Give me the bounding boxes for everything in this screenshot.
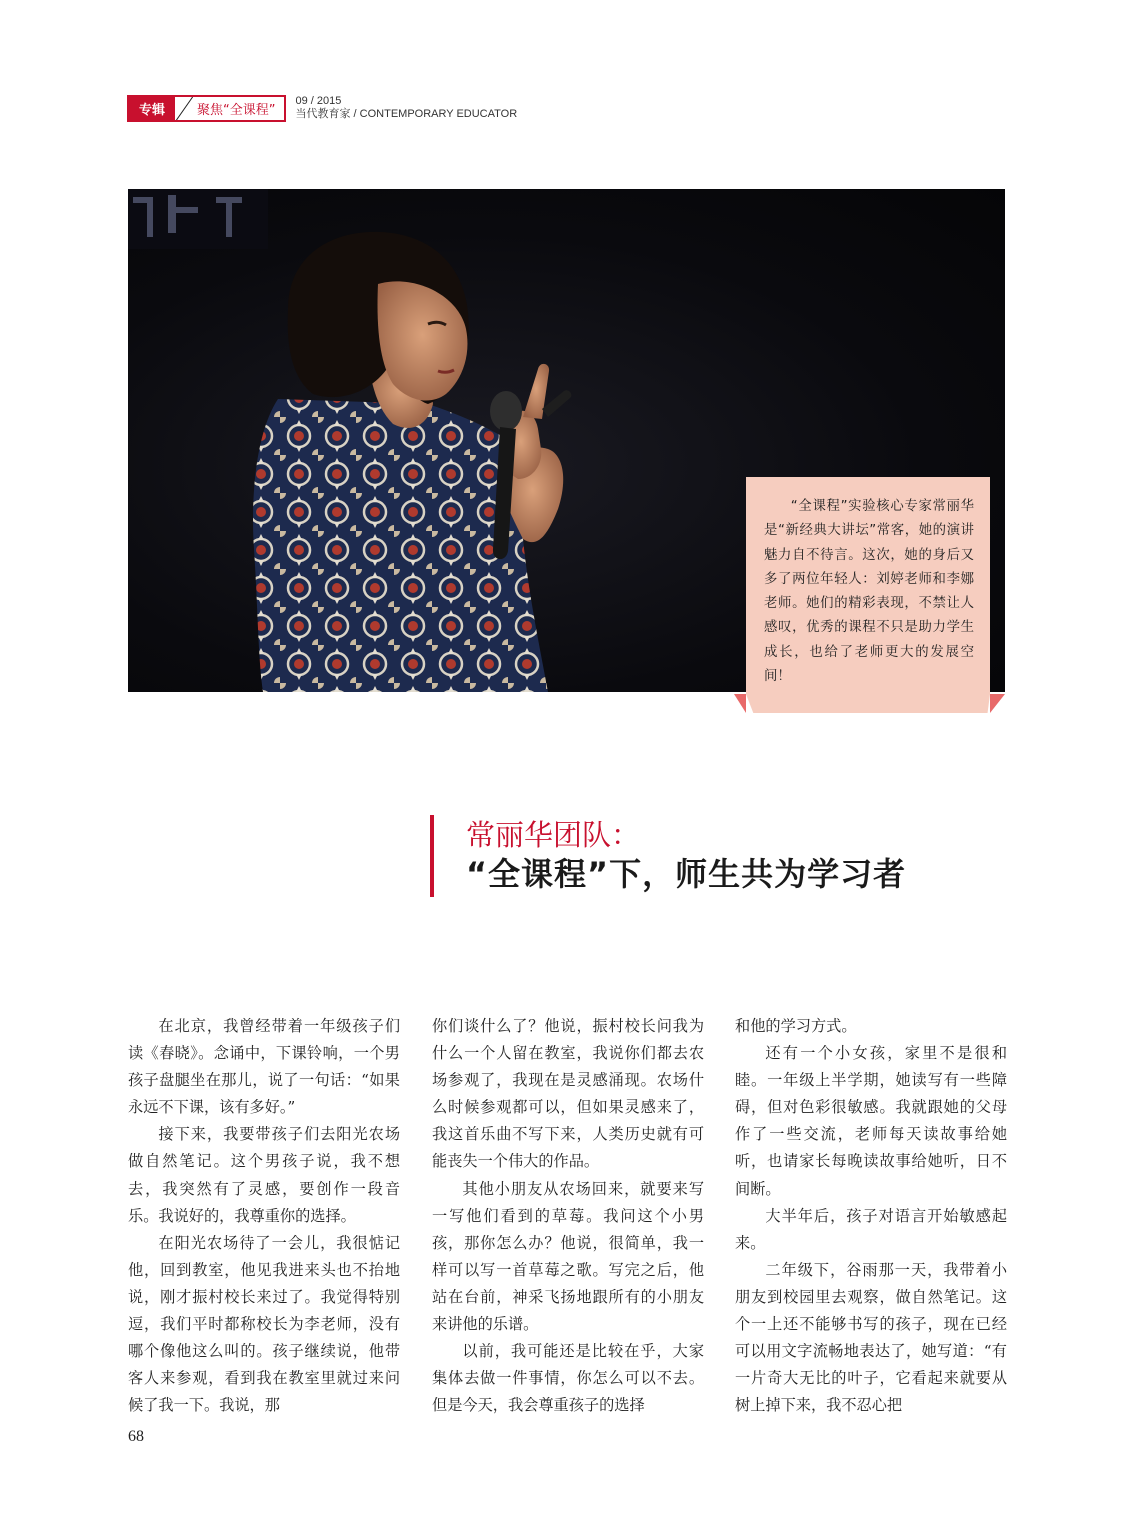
body-column-2 — [432, 1013, 704, 1419]
paragraph: 其他小朋友从农场回来，就要来写一写他们看到的草莓。我问这个小男孩，那你怎么办？他说，很简单，我一样可以写一首草莓之歌。写完之后，他站在台前，神采飞扬地跟所有的小朋友来讲他的乐谱。 — [432, 1179, 704, 1334]
section-tag: 专辑 — [129, 97, 175, 120]
paragraph: 接下来，我要带孩子们去阳光农场做自然笔记。这个男孩子说，我不想去，我突然有了灵感，要创作一段音乐。我说好的，我尊重你的选择。 — [128, 1125, 400, 1225]
magazine-name: 当代教育家 / CONTEMPORARY EDUCATOR — [295, 108, 518, 120]
body-column-1 — [128, 1013, 400, 1419]
page-number: 68 — [128, 1428, 144, 1445]
issue-number: 09 / 2015 — [295, 95, 342, 107]
paragraph: 还有一个小女孩，家里不是很和睦。一年级上半学期，她读写有一些障碍，但对色彩很敏感。我就跟她的父母作了一些交流，老师每天读故事给她听，也请家长每晚读故事给她听，日不间断。 — [735, 1044, 1007, 1198]
title-line-1: 常丽华团队： — [466, 818, 641, 852]
paragraph: 在阳光农场待了一会儿，我很惦记他，回到教室，他见我进来头也不抬地说，刚才振村校长来过了。我觉得特别逗，我们平时都称校长为李老师，没有哪个像他这么叫的。孩子继续说，他带客人来参观，看到我在教室里就过来问候了我一下。我说，那 — [128, 1233, 400, 1415]
issue-info — [296, 95, 518, 122]
divider — [175, 97, 193, 120]
paragraph: 和他的学习方式。 — [735, 1017, 857, 1035]
paragraph: 大半年后，孩子对语言开始敏感起来。 — [735, 1206, 1007, 1252]
paragraph: 在北京，我曾经带着一年级孩子们读《春晓》。念诵中，下课铃响，一个男孩子盘腿坐在那儿，说了一句话：“如果永远不下课，该有多好。” — [128, 1017, 400, 1117]
page-header — [127, 95, 517, 122]
caption-text: “全课程”实验核心专家常丽华是“新经典大讲坛”常客，她的演讲魅力自不待言。这次，她的身后又多了两位年轻人：刘婷老师和李娜老师。她们的精彩表现，不禁让人感叹，优秀的课程不只是助力学生成长，也给了老师更大的发展空间！ — [764, 499, 974, 685]
paragraph: 你们谈什么了？他说，振村校长问我为什么一个人留在教室，我说你们都去农场参观了，我现在是灵感涌现。农场什么时候参观都可以，但如果灵感来了，我这首乐曲不写下来，人类历史就有可能丧失一个伟大的作品。 — [432, 1017, 704, 1171]
article-title — [430, 815, 906, 897]
paragraph: 以前，我可能还是比较在乎，大家集体去做一件事情，你怎么可以不去。但是今天，我会尊重孩子的选择 — [432, 1342, 704, 1415]
body-column-3 — [735, 1013, 1007, 1419]
photo-caption — [746, 477, 990, 713]
section-topic: 聚焦“全课程” — [193, 97, 283, 120]
paragraph: 二年级下，谷雨那一天，我带着小朋友到校园里去观察，做自然笔记。这个一上还不能够书写的孩子，现在已经可以用文字流畅地表达了，她写道：“有一片奇大无比的叶子，它看起来就要从树上掉下来，我不忍心把 — [735, 1260, 1007, 1415]
caption-ribbon-right — [990, 694, 1005, 713]
title-line-2: “全课程”下，师生共为学习者 — [466, 855, 907, 893]
section-label — [127, 95, 286, 122]
caption-ribbon-left — [734, 694, 746, 713]
